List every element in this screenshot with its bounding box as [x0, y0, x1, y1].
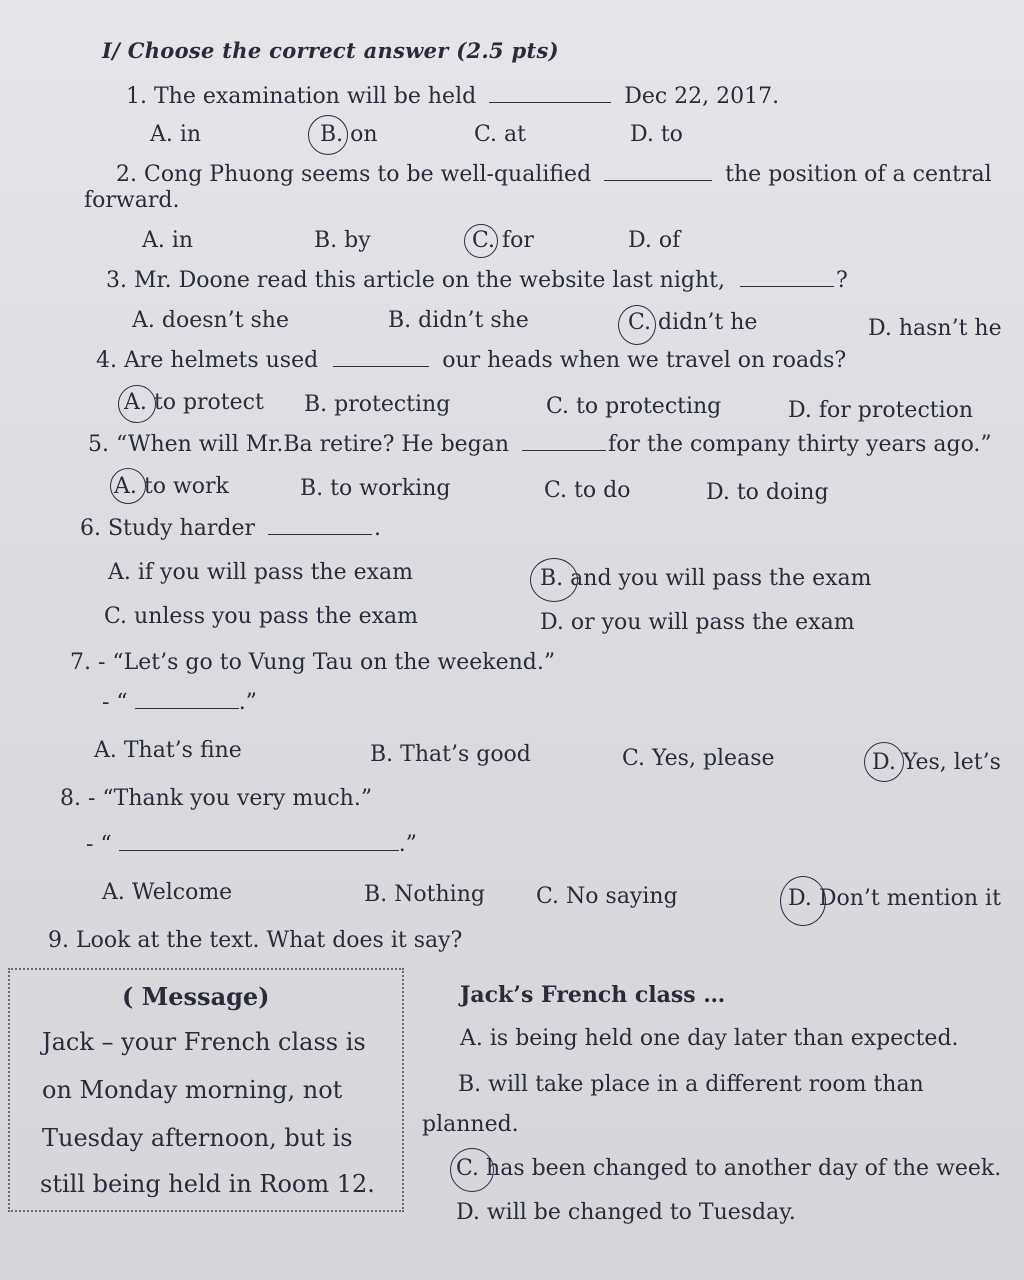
question-5-stem-end: for the company thirty years ago.”: [608, 432, 992, 457]
message-line-2: on Monday morning, not: [42, 1076, 343, 1104]
q1-option-c: C. at: [474, 122, 526, 147]
reply-open-quote: - “: [102, 690, 128, 715]
answer-circle-q2: [464, 224, 498, 258]
q7-option-d: D. Yes, let’s: [872, 750, 1001, 775]
q4-option-a: A. to protect: [124, 390, 264, 415]
answer-blank: [489, 102, 611, 103]
answer-circle-q6: [530, 558, 578, 602]
message-title: ( Message): [122, 982, 270, 1011]
q2-option-a: A. in: [142, 228, 194, 253]
answer-blank: [333, 366, 429, 367]
question-3-stem: 3. Mr. Doone read this article on the website last night,: [106, 268, 725, 293]
question-1-stem: 1. The examination will be held: [126, 84, 477, 109]
q6-option-c: C. unless you pass the exam: [104, 604, 419, 629]
question-1: [126, 84, 779, 109]
q3-option-a: A. doesn’t she: [132, 308, 289, 333]
q4-option-b: B. protecting: [304, 392, 451, 417]
answer-circle-q7: [864, 742, 904, 782]
q6-option-b: B. and you will pass the exam: [540, 566, 872, 591]
answer-circle-q9: [450, 1148, 494, 1192]
q2-option-c: C. for: [472, 228, 534, 253]
answer-blank: [135, 708, 239, 709]
answer-blank: [522, 450, 606, 451]
q9-option-c: C. has been changed to another day of the week.: [456, 1156, 1002, 1181]
q7-option-b: B. That’s good: [370, 742, 531, 767]
q1-option-d: D. to: [630, 122, 683, 147]
question-5: [88, 432, 992, 457]
question-4-stem-end: our heads when we travel on roads?: [442, 348, 847, 373]
answer-circle-q8: [780, 876, 826, 926]
question-6-stem: 6. Study harder: [80, 516, 255, 541]
q5-option-a: A. to work: [114, 474, 229, 499]
q9-option-b: B. will take place in a different room than: [458, 1072, 924, 1097]
q7-option-a: A. That’s fine: [94, 738, 242, 763]
q5-option-d: D. to doing: [706, 480, 829, 505]
answer-circle-q1: [308, 115, 348, 155]
q2-option-d: D. of: [628, 228, 681, 253]
q7-option-c: C. Yes, please: [622, 746, 775, 771]
q8-option-d: D. Don’t mention it: [788, 886, 1001, 911]
q9-option-a: A. is being held one day later than expected.: [460, 1026, 959, 1051]
answer-blank: [268, 534, 372, 535]
question-2-stem: 2. Cong Phuong seems to be well-qualified: [116, 162, 592, 187]
question-9-answer-title: Jack’s French class …: [460, 982, 726, 1008]
q6-option-d: D. or you will pass the exam: [540, 610, 855, 635]
question-7-stem: 7. - “Let’s go to Vung Tau on the weekend.”: [70, 650, 556, 675]
question-2: [116, 162, 992, 187]
q4-option-d: D. for protection: [788, 398, 974, 423]
answer-circle-q4: [118, 385, 156, 423]
q9-option-b-cont: planned.: [422, 1112, 519, 1137]
question-3-stem-end: ?: [835, 268, 848, 293]
q8-option-c: C. No saying: [536, 884, 678, 909]
q3-option-d: D. hasn’t he: [868, 316, 1002, 341]
reply-close-quote: .”: [398, 832, 417, 857]
message-line-4: still being held in Room 12.: [40, 1170, 375, 1198]
message-line-1: Jack – your French class is: [42, 1028, 366, 1056]
question-7-reply: [102, 690, 257, 715]
question-2-stem-end: forward.: [84, 188, 180, 213]
message-line-3: Tuesday afternoon, but is: [42, 1124, 353, 1152]
answer-circle-q3: [618, 305, 656, 345]
q9-option-d: D. will be changed to Tuesday.: [456, 1200, 796, 1225]
question-6: [80, 516, 381, 541]
answer-blank: [119, 850, 399, 851]
q8-option-a: A. Welcome: [102, 880, 233, 905]
question-1-stem-end: Dec 22, 2017.: [624, 84, 780, 109]
answer-blank: [740, 286, 834, 287]
question-8-stem: 8. - “Thank you very much.”: [60, 786, 373, 811]
reply-close-quote: .”: [238, 690, 257, 715]
q3-option-b: B. didn’t she: [388, 308, 529, 333]
q4-option-c: C. to protecting: [546, 394, 722, 419]
q5-option-b: B. to working: [300, 476, 451, 501]
answer-circle-q5: [110, 468, 146, 504]
q8-option-b: B. Nothing: [364, 882, 485, 907]
question-4-stem: 4. Are helmets used: [96, 348, 319, 373]
question-9-stem: 9. Look at the text. What does it say?: [48, 928, 463, 953]
question-2-stem-mid: the position of a central: [725, 162, 992, 187]
answer-blank: [604, 180, 712, 181]
question-4: [96, 348, 846, 373]
reply-open-quote: - “: [86, 832, 112, 857]
question-6-stem-end: .: [374, 516, 381, 541]
q1-option-b: B. on: [320, 122, 378, 147]
q1-option-a: A. in: [150, 122, 202, 147]
question-5-stem: 5. “When will Mr.Ba retire? He began: [88, 432, 510, 457]
q3-option-c: C. didn’t he: [628, 310, 758, 335]
question-8-reply: [86, 832, 417, 857]
question-3: [106, 268, 848, 293]
q2-option-b: B. by: [314, 228, 371, 253]
q5-option-c: C. to do: [544, 478, 631, 503]
q6-option-a: A. if you will pass the exam: [108, 560, 414, 585]
section-heading: I/ Choose the correct answer (2.5 pts): [102, 38, 559, 63]
